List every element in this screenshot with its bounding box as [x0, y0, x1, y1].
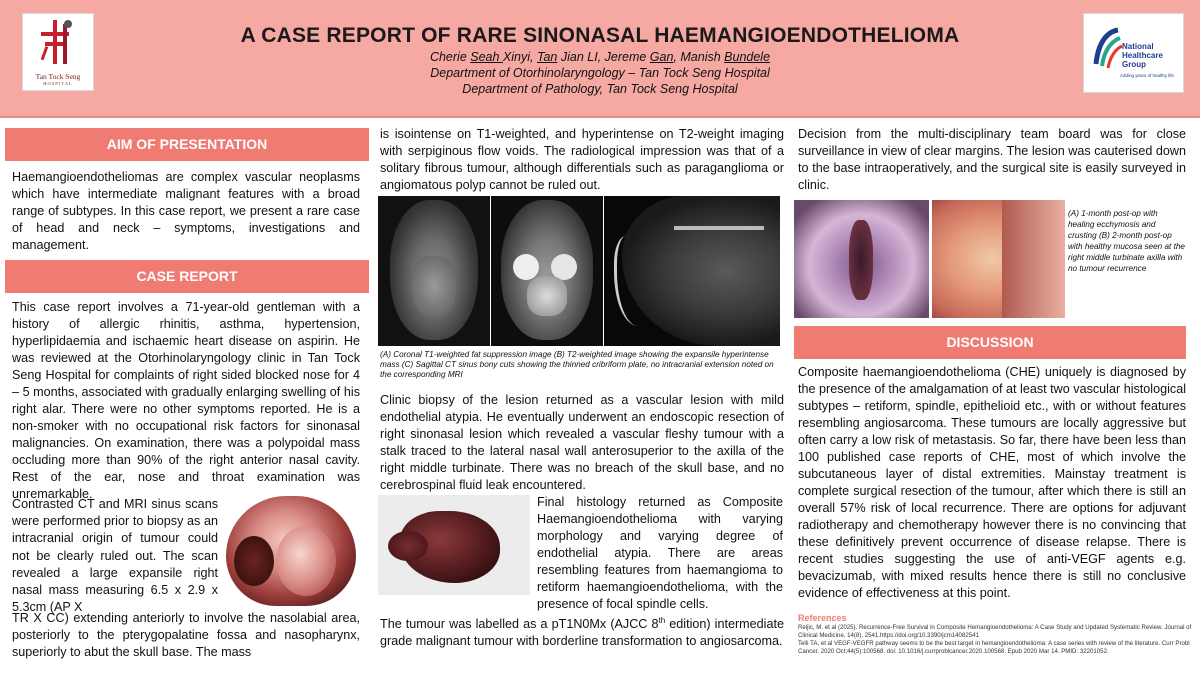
postop-2month-image	[932, 200, 1065, 318]
nhg-line-2: Healthcare	[1122, 51, 1163, 60]
imaging-caption: (A) Coronal T1-weighted fat suppression image (B) T2-weighted image showing the expansile hyperintense mass (C) Sagittal CT sinus bony cuts showing the thinned cribriform plate, no intracranial extension noted on the corresponding MRI	[380, 350, 774, 379]
nhg-line-3: Group	[1122, 60, 1146, 69]
author-surname: Bundele	[724, 50, 771, 64]
reference-2: Telli TA, et al VEGF-VEGFR pathway seems to be the best target in hemangioendothelioma: A case series with review of the literature. Curr Probl Cancer. 2020 Oct;44(5):100568. doi: 10.1016/j.currproblcancer.2020.100568. Epub 2020 Mar 14. PMID: 32201052.	[798, 640, 1190, 655]
postop-1month-image	[794, 200, 929, 318]
author-list	[200, 49, 1000, 65]
references-heading: References	[798, 613, 847, 623]
author-surname: Tan	[536, 50, 558, 64]
imaging-text: is isointense on T1-weighted, and hyperintense on T2-weight imaging with serpiginous flow voids. The radiological impression was that of a solitary fibrous tumour, although differentials such as paraganglioma or angiomatous polyp cannot be ruled out.	[380, 127, 784, 192]
staging-text	[380, 612, 784, 650]
nasal-endoscopy-image	[226, 496, 356, 606]
author-name-part: Manish	[680, 50, 725, 64]
case-heading: CASE REPORT	[5, 260, 369, 293]
reference-1: Reljic, M. et al (2025). Recurrence-Free Survival in Composite Hemangioendothelioma: A Case Study and Updated Systematic Review. Journal of Clinical Medicine, 14(8), 2541.https://doi.org/10.3390/jcm14082541	[798, 624, 1192, 639]
nhg-line-1: National	[1122, 42, 1154, 51]
author-name-part: Jereme	[604, 50, 650, 64]
mri-t2-image	[491, 196, 603, 346]
poster-title: A CASE REPORT OF RARE SINONASAL HAEMANGIOENDOTHELIOMA	[240, 24, 960, 47]
author-block	[200, 49, 1000, 97]
poster-header	[0, 0, 1200, 118]
specimen-image	[378, 495, 530, 595]
author-surname: Gan	[649, 50, 674, 64]
surveillance-text: Decision from the multi-disciplinary team board was for close surveillance in view of clear margins. The lesion was cauterised down to the base intraoperatively, and the surgical site is easily surveyed in clinic.	[798, 127, 1186, 192]
biopsy-text: Clinic biopsy of the lesion returned as a vascular lesion with mild endothelial atypia. He eventually underwent an endoscopic resection of right sinonasal lesion which revealed a vascular fleshy tumour with a stalk traced to the lateral nasal wall anterosuperior to the axilla of the right middle turbinate. There was no breach of the skull base, and no cerebrospinal fluid leak encountered.	[380, 393, 784, 492]
author-name-part: Cherie	[429, 50, 471, 64]
staging-pre: The tumour was labelled as a pT1N0Mx (AJCC 8	[380, 617, 659, 632]
nhg-logo-text	[1122, 42, 1163, 69]
case-body-wrap: Contrasted CT and MRI sinus scans were performed prior to biopsy as an intracranial origin of tumour could not be clearly ruled out. The scan revealed a large expansile right nasal mass measuring 6.5 x 2.9 x 5.3cm (AP X	[12, 497, 218, 615]
discussion-body: Composite haemangioendothelioma (CHE) uniquely is diagnosed by the presence of the amalgamation of at least two vascular histological subtypes – retiform, spindle, epithelioid etc., with or without features resembling angiosarcoma. These tumours are locally aggressive but often carry a low risk of metastasis. So far, there have been less than 100 published case reports of CHE, most of which involve the subcutaneous layer of distal extremities. Mainstay treatment is complete surgical resection of the tumour, after which there is still an overall 57% risk of local recurrence. There are options for adjuvant radiotherapy and chemotherapy however there is no convincing that these definitively prevent occurrence of disease relapse. There is recent studies suggesting the use of anti-VEGF agents e.g. bevacizumab, with mixed results hence there is still no conclusive evidence of effectiveness at this point.	[798, 365, 1186, 600]
case-body-tail: TR X CC) extending anteriorly to involve the nasolabial area, posteriorly to the pterygopalatine fossa and nasopharynx, superiorly to abut the skull base. The mass	[12, 611, 360, 659]
aim-heading: AIM OF PRESENTATION	[5, 128, 369, 161]
case-body: This case report involves a 71-year-old gentleman with a history of allergic rhinitis, asthma, hypertension, hyperlipidaemia and ischaemic heart disease on aspirin. He was reviewed at the Otorhinolaryngology clinic in Tan Tock Seng Hospital for complaints of right sided blocked nose for 4 – 5 months, associated with gradually enlarging swelling of his right alar. There were no other symptoms reported. He is a non-smoker with no occupational risk factors for sinonasal malignancies. On examination, there was a polypoidal mass occluding more than 90% of the right anterior nasal cavity. Rest of the ear, nose and throat examination was unremarkable.	[12, 300, 360, 501]
author-name-part: ,	[673, 50, 681, 64]
author-name-part: Xinyi,	[502, 50, 537, 64]
staging-sup: th	[658, 616, 666, 625]
affiliation-2: Department of Pathology, Tan Tock Seng Hospital	[462, 82, 738, 96]
ttsh-logo-name: Tan Tock Seng	[35, 72, 81, 81]
mri-coronal-t1-image	[378, 196, 490, 346]
aim-body: Haemangioendotheliomas are complex vascular neoplasms which have intermediate malignant features with a broad range of subtypes. In this case report, we present a rare case of head and neck – symptoms, investigations and management.	[12, 170, 360, 252]
affiliation-1: Department of Otorhinolaryngology – Tan Tock Seng Hospital	[430, 66, 770, 80]
ttsh-logo-sub: HOSPITAL	[43, 81, 73, 86]
histology-text: Final histology returned as Composite Haemangioendothelioma with varying morphology and varying degree of endothelial atypia. There are areas resembling features from haemangioma to retiform haemangioendothelioma, with the presence of focal spindle cells.	[537, 495, 783, 611]
discussion-heading: DISCUSSION	[794, 326, 1186, 359]
ttsh-logo	[22, 13, 94, 91]
staging-post: edition) intermediate grade malignant tumour with borderline transformation to angiosarcoma.	[380, 617, 784, 649]
references-list	[798, 624, 1193, 656]
ct-sagittal-image	[604, 196, 780, 346]
nhg-tagline: Adding years of healthy life	[1120, 73, 1175, 78]
postop-caption: (A) 1-month post-op with healing ecchymosis and crusting (B) 2-month post-op with healthy mucosa seen at the right middle turbinate axilla with no tumour recurrence	[1068, 209, 1185, 273]
nhg-logo	[1083, 13, 1184, 93]
author-name-part: Jian LI,	[557, 50, 605, 64]
author-surname: Seah	[470, 50, 503, 64]
ttsh-emblem-icon	[23, 14, 95, 72]
